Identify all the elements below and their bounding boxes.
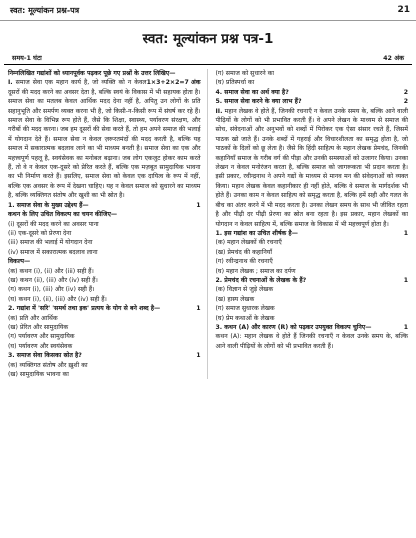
option-item: (घ) महान लेखक ; समाज का दर्पण bbox=[215, 267, 296, 275]
question-r1-text: 1. इस गद्यांश का उचित शीर्षक है— bbox=[215, 229, 298, 237]
assertion-text: कथन (A): महान लेखक वे होते हैं जिनकी रचनाएँ न केवल उनके समय के, बल्कि आने वाली पीढ़ियों के लोगों को भी प्रभावित करती हैं। bbox=[215, 333, 408, 350]
question-r1 bbox=[216, 229, 409, 238]
passage-2 bbox=[216, 107, 409, 229]
question-1-sub: कथन के लिए उचित विकल्प का चयन कीजिए— bbox=[8, 211, 118, 219]
question-1-marks: 1 bbox=[196, 201, 201, 209]
option-item: (ख) हास्य लेखक bbox=[215, 295, 255, 303]
option-item: (ग) कथन (i), (iii) और (iv) सही हैं। bbox=[8, 286, 95, 294]
option-item: (ख) कथन (ii), (iii) और (iv) सही हैं। bbox=[8, 276, 98, 284]
time-label: समय-1 घंटा bbox=[12, 54, 42, 62]
option-item: (ग) समाज सुधारक लेखक bbox=[215, 305, 275, 313]
question-r3-text: 3. कथन (A) और कारण (R) को पढ़कर उपयुक्त विकल्प चुनिए— bbox=[215, 323, 372, 331]
question-r3-marks: 1 bbox=[403, 323, 408, 331]
option-item: (घ) प्रेम कथाओं के लेखक bbox=[215, 314, 275, 322]
page-number: 21 bbox=[397, 5, 410, 15]
question-r2-marks: 1 bbox=[403, 276, 408, 284]
option-item: (ख) प्रेमचंद की कहानियाँ bbox=[215, 248, 272, 256]
question-1-text: 1. समाज सेवा के मुख्य उद्देश्य हैं— bbox=[8, 201, 89, 209]
paper-title: स्वत: मूल्यांकन प्रश्न पत्र-1 bbox=[142, 31, 274, 47]
instruction-text: निम्नलिखित गद्यांशों को ध्यानपूर्वक पढ़कर पूछे गए प्रश्नों के उत्तर लिखिए— bbox=[8, 70, 176, 77]
question-1 bbox=[8, 201, 201, 210]
option-item: (ग) पर्यावरण और सामुदायिक bbox=[8, 333, 75, 341]
question-r1-marks: 1 bbox=[403, 229, 408, 237]
question-4-marks: 2 bbox=[403, 88, 408, 96]
question-3-marks: 1 bbox=[196, 352, 201, 360]
question-r2 bbox=[216, 276, 409, 285]
option-item: (क) महान लेखकों की रचनाएँ bbox=[215, 239, 282, 247]
question-4-text: 4. समाज सेवा का अर्थ क्या है? bbox=[215, 88, 289, 96]
option-item: (घ) प्रतिस्पर्धा का bbox=[215, 79, 255, 87]
question-3-text: 3. समाज सेवा किसका स्रोत है? bbox=[8, 352, 82, 360]
option-item: (घ) कथन (i), (ii), (iii) और (iv) सही हैं। bbox=[8, 295, 107, 303]
left-column bbox=[8, 69, 208, 379]
question-r2-text: 2. प्रेमचंद की रचनाओं के लेखक के हैं? bbox=[215, 276, 307, 284]
question-2 bbox=[8, 304, 201, 313]
header-title: स्वत: मूल्यांकन प्रश्न-पत्र bbox=[10, 5, 80, 15]
instruction bbox=[8, 69, 201, 87]
statement-item: (ii) एक-दूसरे को प्रेरणा देना bbox=[8, 229, 72, 237]
options-label: विकल्प— bbox=[8, 258, 31, 266]
right-column bbox=[208, 69, 409, 379]
option-item: (ग) रवीन्द्रनाथ की रचनाएँ bbox=[215, 258, 273, 266]
option-item: (क) व्यक्तिगत संतोष और ख़ुशी का bbox=[8, 361, 88, 369]
passage-2-number: II. bbox=[215, 107, 223, 115]
question-2-text: 2. गद्यांश में 'सरि' 'समर्थ तथा इक' प्रत्यय के योग से बने शब्द है— bbox=[8, 305, 161, 313]
option-item: (ख) प्रेरित और सामुदायिक bbox=[8, 323, 69, 331]
option-item: (क) कथन (i), (ii) और (iii) सही हैं। bbox=[8, 267, 94, 275]
question-4 bbox=[216, 88, 409, 97]
paper-meta bbox=[4, 53, 412, 65]
option-item: (ख) सामुदायिक भावना का bbox=[8, 371, 69, 378]
question-r3 bbox=[216, 323, 409, 332]
question-2-marks: 1 bbox=[196, 305, 201, 313]
statement-item: (i) दूसरों की मदद करने का अवसर पाना bbox=[8, 220, 99, 228]
statement-item: (iv) समाज में सकारात्मक बदलाव लाना bbox=[8, 248, 98, 256]
instruction-marks: 1×3+2×2=7 अंक bbox=[146, 79, 201, 87]
question-5 bbox=[216, 97, 409, 106]
statement-item: (iii) समाज की भलाई में योगदान देना bbox=[8, 239, 93, 247]
option-item: (ग) समाज को सुधारने का bbox=[215, 70, 275, 77]
passage-2-text: महान लेखक वे होते हैं, जिनकी रचनाएँ न केवल उनके समय के, बल्कि आने वाली पीढ़ियों के लोगों को भी प्रभावित करती हैं। वे अपने लेखन के माध्यम से समाज की सोच, संवेदनाओं और अनुभवों को शब्दों में पिरोकर एक ऐसा संसार रचते हैं, जिसमें पाठक खो जाते हैं। उनके शब्दों में गहराई और विचारशीलता का समृद्ध होता है, जो पाठकों के दिलों को छू लेता है। जैसे कि हिंदी साहित्य के महान लेखक प्रेमचंद, जिनकी कहानियाँ समाज के गरीब वर्ग की पीड़ा और उनकी समस्याओं को उजागर किया। उनका लेखन न केवल मनोरंजन करता है, बल्कि समाज को जागरूकता भी प्रदान करता है। इसी प्रकार, रवीन्द्रनाथ ने अपने गद्यों के माध्यम से मानव मन की संवेदनाओं को व्यक्त किया। महान लेखक केवल कहानीकार ही नहीं होते, बल्कि वे समाज के मार्गदर्शक भी होते हैं। उनका काम न केवल साहित्य को समृद्ध करता है, बल्कि हमें सही और गलत के बीच का अंतर करने में भी मदद करता है। उनका लेखन समय के साथ भी जीवित रहता है और पीढ़ी दर पीढ़ी प्रेरणा का स्रोत बना रहता है। इस प्रकार, महान लेखकों का योगदान न केवल साहित्य में, बल्कि समाज के विकास में भी महत्त्वपूर्ण होता है। bbox=[215, 107, 408, 228]
marks-label: 42 अंक bbox=[383, 54, 404, 62]
passage-1-number: I. bbox=[8, 79, 13, 87]
option-item: (घ) पर्यावरण और स्वयंसेवक bbox=[8, 342, 73, 350]
option-item: (क) विज्ञान से जुड़े लेखक bbox=[215, 286, 274, 294]
question-5-text: 5. समाज सेवा करने के क्या लाभ हैं? bbox=[215, 98, 302, 106]
passage-1-text: समाज सेवा एक महान कार्य है, जो व्यक्ति को न केवल दूसरों की मदद करने का अवसर देता है, बल्कि स्वयं के विकास में भी सहायक होता है। समाज सेवा का मतलब केवल आर्थिक मदद देना नहीं है, अपितु उन लोगों के प्रति सहानुभूति और समर्पण व्यक्त करना भी है, जो किसी-न-किसी रूप में संघर्ष कर रहे हैं। समाज सेवा के विभिन्न रूप होते हैं, जैसे कि शिक्षा, स्वास्थ्य, पर्यावरण संरक्षण, और गरीबों की मदद करना। जब हम दूसरों की सेवा करते हैं, तो हम अपने समाज की भलाई में योगदान देते हैं। समाज सेवा न केवल ज़रूरतमंदों की मदद करती है, बल्कि यह समाज में सकारात्मक बदलाव लाने का भी माध्यम बनती है। समाज सेवा का एक और महत्त्वपूर्ण पहलू है, स्वयंसेवक का मनोबल बढ़ाना। जब लोग एकजुट होकर काम करते हैं, तो वे न केवल एक-दूसरे को प्रेरित करते हैं, बल्कि एक मज़बूत सामुदायिक भावना का भी निर्माण करते हैं। इसलिए, समाज सेवा को केवल एक दायित्व के रूप में नहीं, बल्कि एक अवसर के रूप में देखना चाहिए। यह न केवल समाज को सुधारने का माध्यम है, बल्कि व्यक्तिगत संतोष और खुशी का भी स्रोत है। bbox=[8, 79, 201, 200]
question-3 bbox=[8, 351, 201, 360]
option-item: (क) प्रति और आर्थिक bbox=[8, 314, 58, 322]
passage-1 bbox=[8, 78, 201, 200]
question-5-marks: 2 bbox=[403, 98, 408, 106]
running-header bbox=[0, 0, 416, 21]
two-column-body bbox=[0, 65, 416, 379]
